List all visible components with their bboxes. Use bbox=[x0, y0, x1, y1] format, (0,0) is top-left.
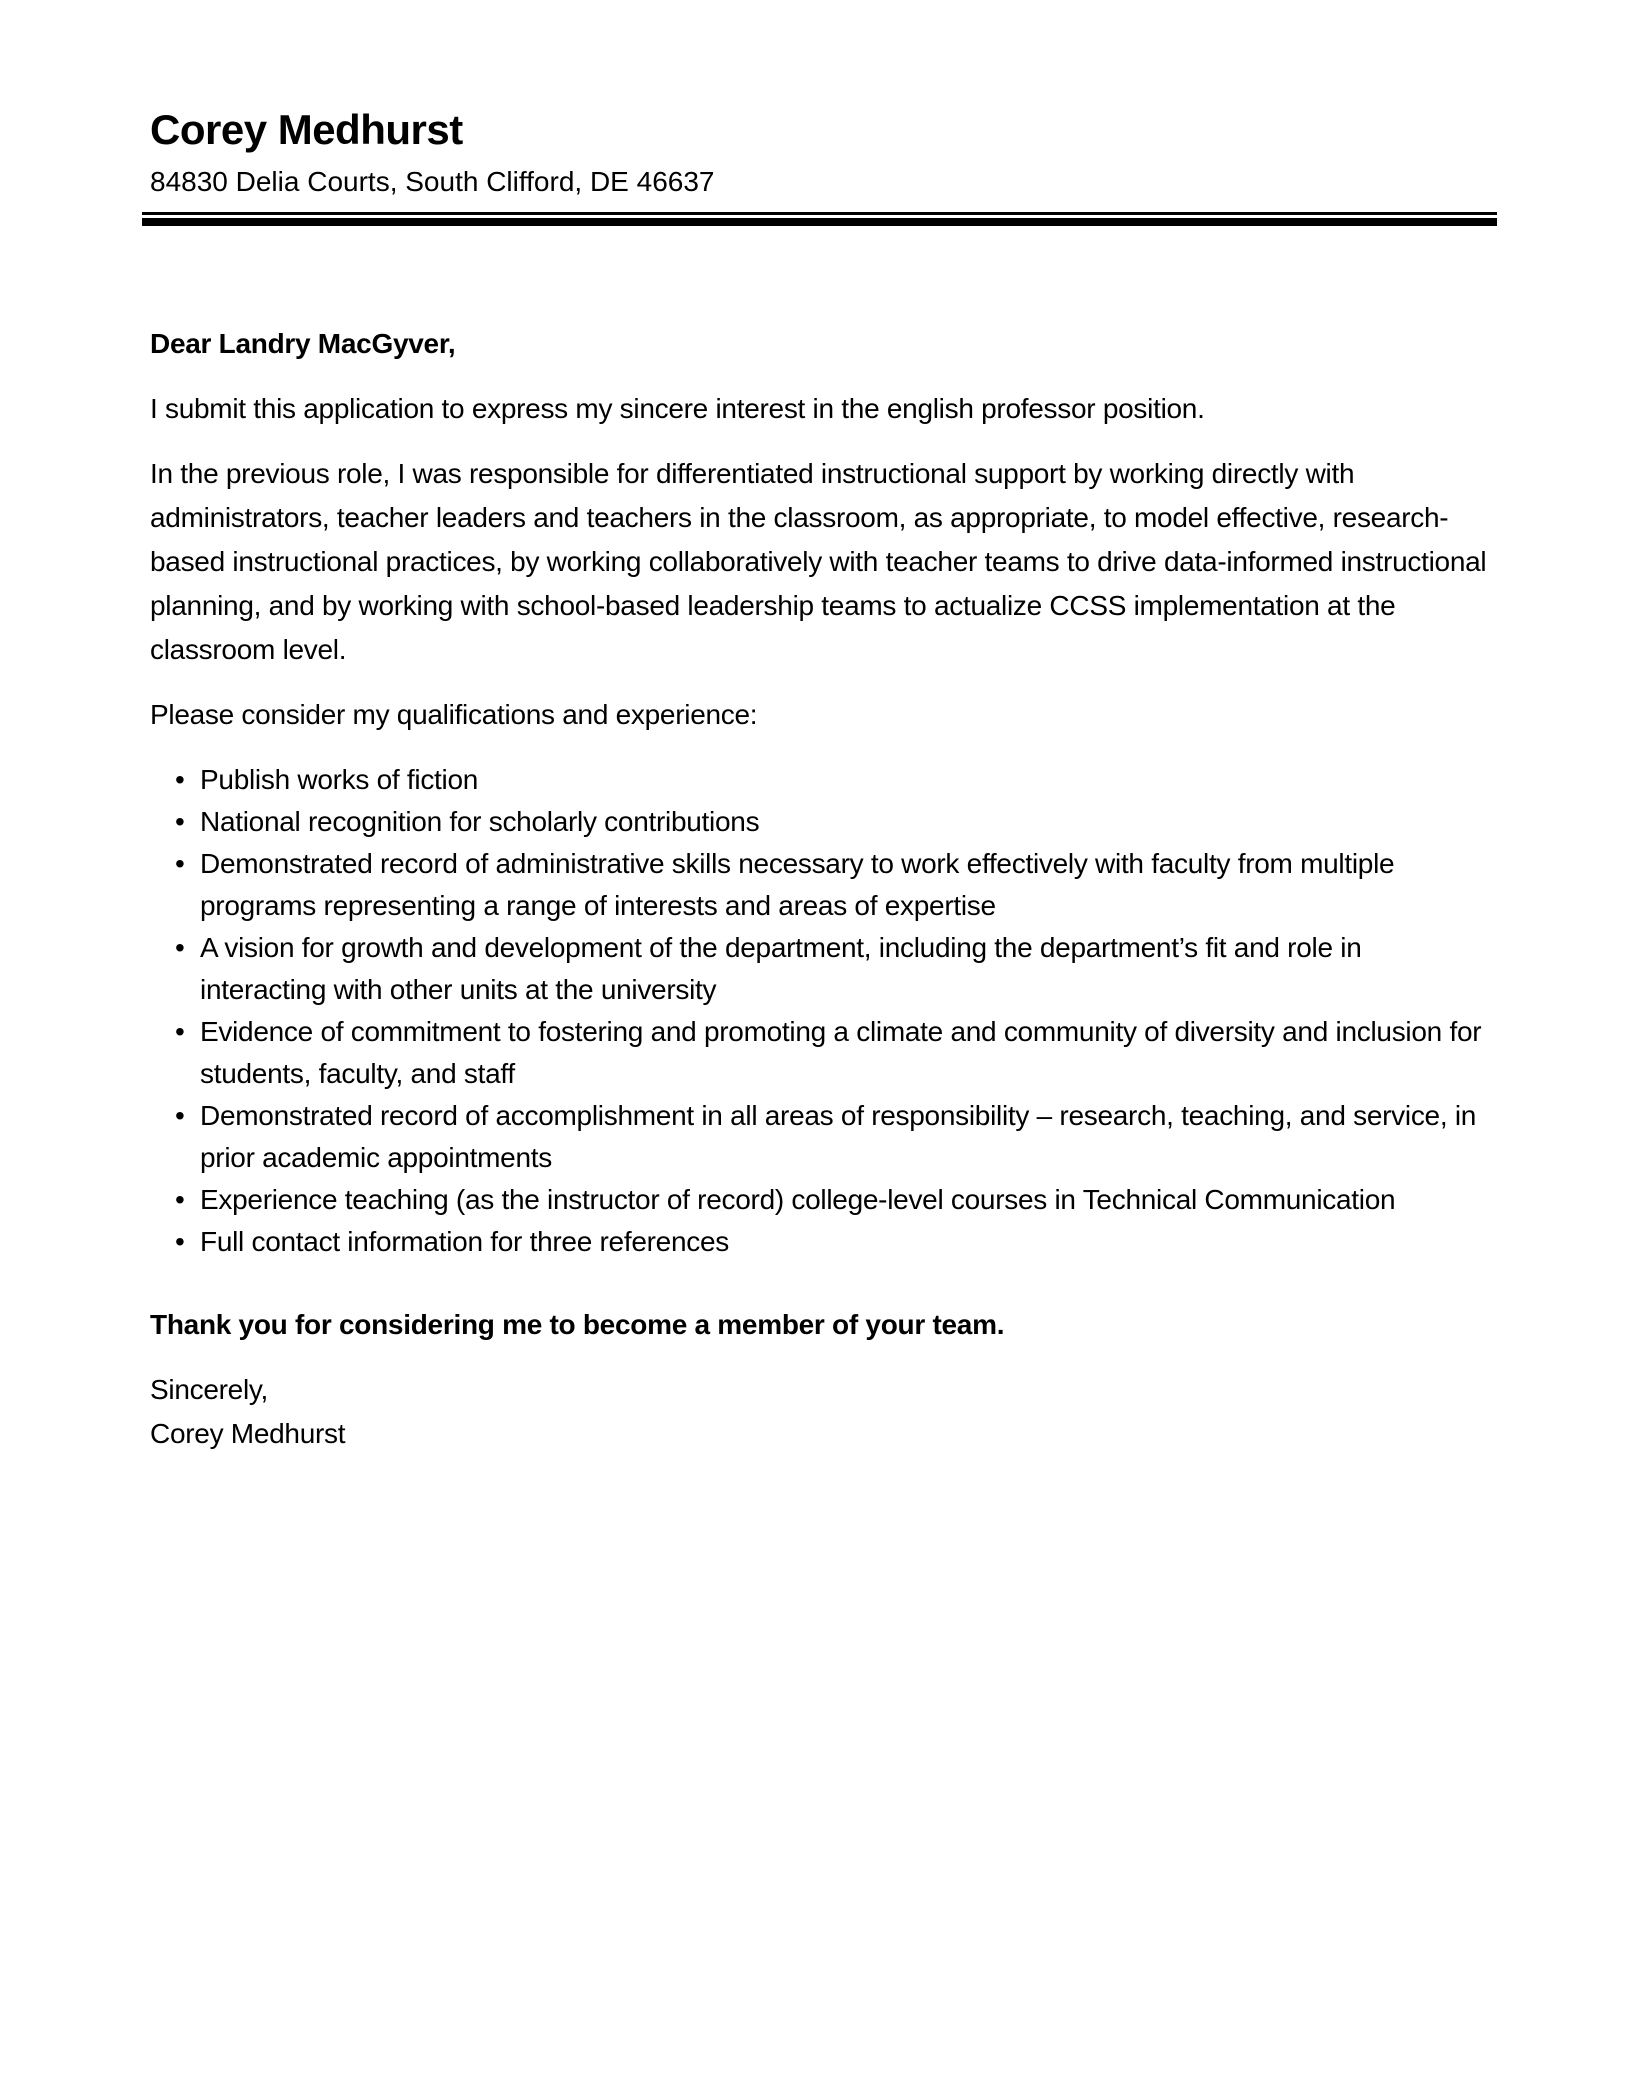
bullet-icon: • bbox=[175, 1226, 185, 1257]
qualification-item bbox=[150, 759, 1489, 801]
qualification-text: Evidence of commitment to fostering and promoting a climate and community of diversity and inclusion for students, faculty, and staff bbox=[200, 1016, 1482, 1089]
qualifications-list bbox=[150, 759, 1489, 1263]
bullet-icon: • bbox=[175, 932, 185, 963]
salutation: Dear Landry MacGyver, bbox=[150, 328, 456, 359]
qualification-item bbox=[150, 1095, 1489, 1179]
bullet-icon: • bbox=[175, 1016, 185, 1047]
qualification-text: Full contact information for three references bbox=[200, 1226, 729, 1257]
bullet-icon: • bbox=[175, 848, 185, 879]
qualification-item bbox=[150, 1011, 1489, 1095]
bullet-icon: • bbox=[175, 1184, 185, 1215]
qualification-item bbox=[150, 1179, 1489, 1221]
sender-address: 84830 Delia Courts, South Clifford, DE 46637 bbox=[150, 166, 715, 197]
qualification-text: National recognition for scholarly contributions bbox=[200, 806, 760, 837]
qualification-item bbox=[150, 927, 1489, 1011]
intro-paragraph: I submit this application to express my sincere interest in the english professor position. bbox=[150, 393, 1205, 424]
closing-statement: Thank you for considering me to become a member of your team. bbox=[150, 1309, 1005, 1340]
qualification-item bbox=[150, 843, 1489, 927]
qualification-text: Experience teaching (as the instructor of record) college-level courses in Technical Communication bbox=[200, 1184, 1396, 1215]
letter-body bbox=[150, 322, 1489, 1456]
qualification-text: Demonstrated record of accomplishment in all areas of responsibility – research, teaching, and service, in prior academic appointments bbox=[200, 1100, 1477, 1173]
sender-name: Corey Medhurst bbox=[150, 106, 463, 153]
signature-name: Corey Medhurst bbox=[150, 1418, 346, 1449]
qualification-text: Demonstrated record of administrative skills necessary to work effectively with faculty from multiple programs representing a range of interests and areas of expertise bbox=[200, 848, 1395, 921]
bullet-icon: • bbox=[175, 1100, 185, 1131]
letter-header bbox=[150, 104, 1489, 202]
qualification-text: A vision for growth and development of the department, including the department’s fit and role in interacting with other units at the university bbox=[200, 932, 1362, 1005]
valediction: Sincerely, bbox=[150, 1374, 269, 1405]
qualification-item bbox=[150, 801, 1489, 843]
bullet-icon: • bbox=[175, 806, 185, 837]
qualifications-lead: Please consider my qualifications and experience: bbox=[150, 699, 758, 730]
experience-paragraph: In the previous role, I was responsible for differentiated instructional support by working directly with administrators, teacher leaders and teachers in the classroom, as appropriate, to model effective, research-based instructional practices, by working collaboratively with teacher teams to drive data-informed instructional planning, and by working with school-based leadership teams to actualize CCSS implementation at the classroom level. bbox=[150, 458, 1487, 665]
qualification-text: Publish works of fiction bbox=[200, 764, 479, 795]
bullet-icon: • bbox=[175, 764, 185, 795]
qualification-item bbox=[150, 1221, 1489, 1263]
header-divider bbox=[142, 212, 1497, 226]
